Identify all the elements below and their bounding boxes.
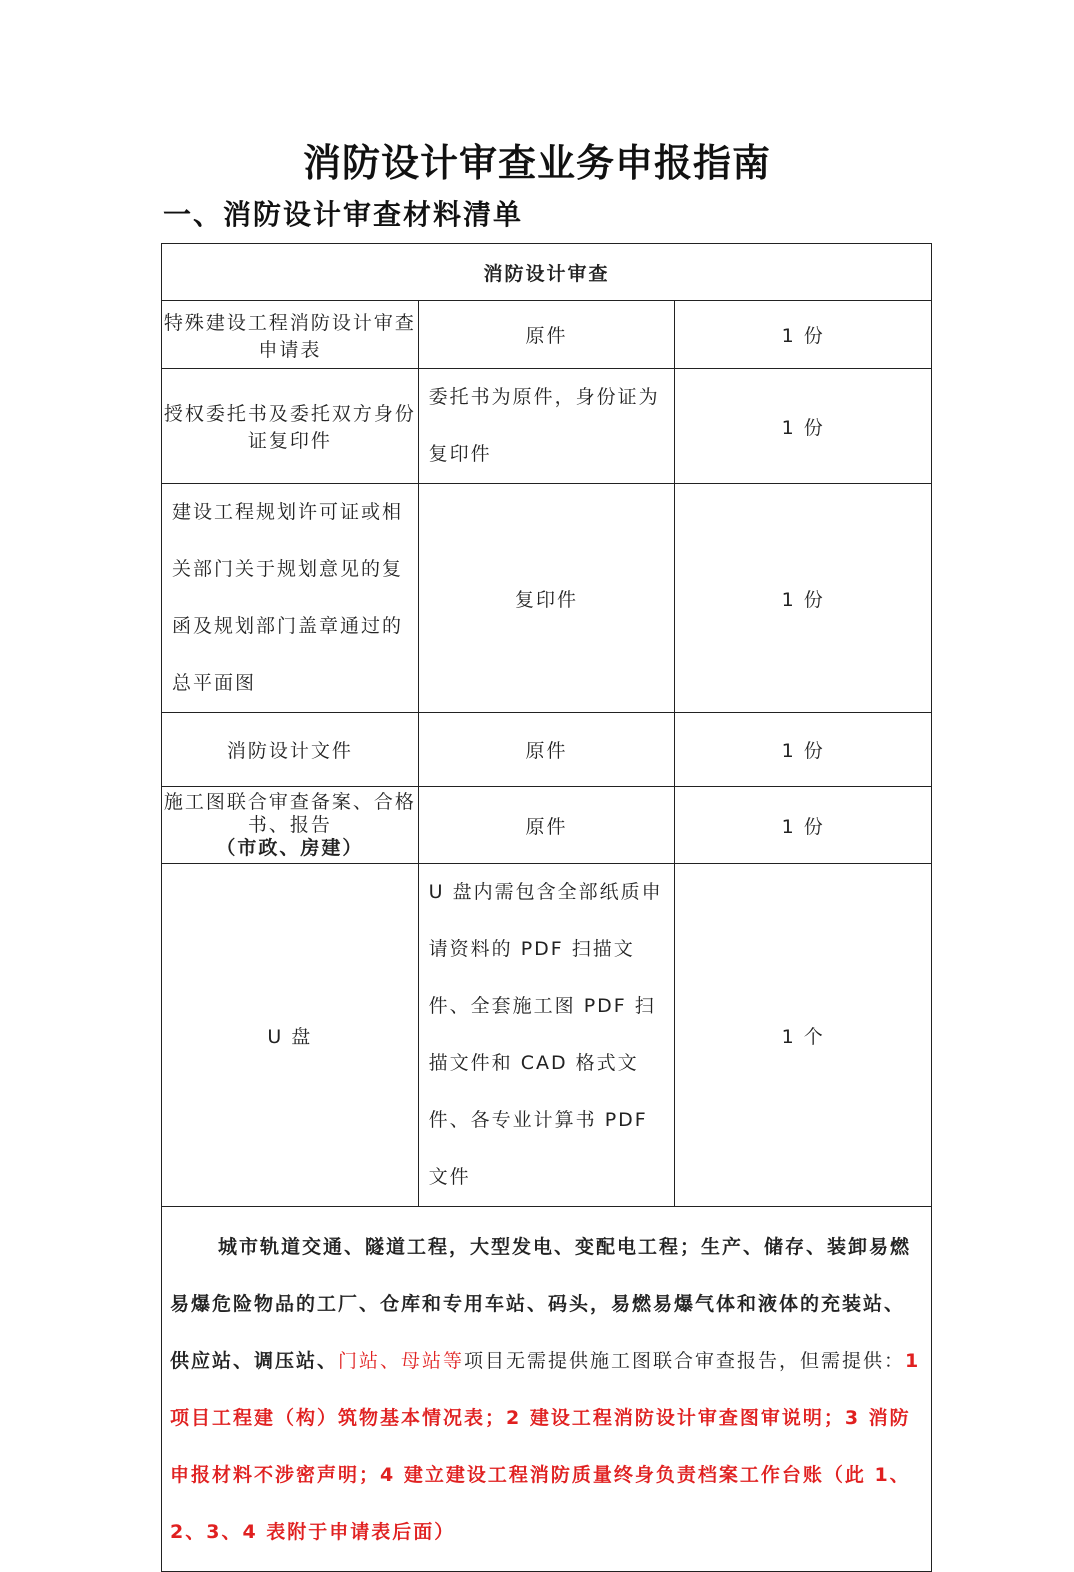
table-row bbox=[162, 301, 932, 369]
note-bold: 城市轨道交通、隧道工程，大型发电、变配电工程；生产、储存、装卸易燃易爆危险物品的工厂、仓库和专用车站、码头，易燃易爆气体和液体的充装站、供应站、调压站、 bbox=[170, 1236, 912, 1372]
item-cell: 授权委托书及委托双方身份证复印件 bbox=[162, 369, 419, 484]
table-row bbox=[162, 713, 932, 787]
table-row bbox=[162, 369, 932, 484]
qty-cell: 1 份 bbox=[675, 369, 932, 484]
table-row bbox=[162, 484, 932, 713]
item-cell: 消防设计文件 bbox=[162, 713, 419, 787]
section-heading: 一、消防设计审查材料清单 bbox=[163, 198, 524, 231]
page-title: 消防设计审查业务申报指南 bbox=[302, 140, 771, 185]
form-cell: U 盘内需包含全部纸质申请资料的 PDF 扫描文件、全套施工图 PDF 扫描文件和 CAD 格式文件、各专业计算书 PDF 文件 bbox=[418, 864, 675, 1207]
note-cell bbox=[162, 1207, 932, 1572]
item-note: （市政、房建） bbox=[216, 836, 364, 859]
form-cell: 委托书为原件，身份证为复印件 bbox=[418, 369, 675, 484]
qty-cell: 1 份 bbox=[675, 713, 932, 787]
qty-cell: 1 个 bbox=[675, 864, 932, 1207]
note-row bbox=[162, 1207, 932, 1572]
item-cell: U 盘 bbox=[162, 864, 419, 1207]
table-header-row bbox=[162, 244, 932, 301]
form-cell: 复印件 bbox=[418, 484, 675, 713]
item-text: 施工图联合审查备案、合格书、报告 bbox=[163, 790, 416, 836]
note-red-bold: 1 项目工程建（构）筑物基本情况表；2 建设工程消防设计审查图审说明；3 消防申报材料不涉密声明；4 建立建设工程消防质量终身负责档案工作台账（此 1、2、3、4 表附于申请表后面） bbox=[170, 1350, 921, 1543]
table-header: 消防设计审查 bbox=[162, 244, 932, 301]
table-row bbox=[162, 864, 932, 1207]
qty-cell: 1 份 bbox=[675, 301, 932, 369]
form-cell: 原件 bbox=[418, 713, 675, 787]
item-cell: 建设工程规划许可证或相关部门关于规划意见的复函及规划部门盖章通过的总平面图 bbox=[162, 484, 419, 713]
form-cell: 原件 bbox=[418, 787, 675, 864]
note-red: 门站、母站等 bbox=[338, 1350, 465, 1372]
item-cell: 特殊建设工程消防设计审查申请表 bbox=[162, 301, 419, 369]
materials-table bbox=[161, 243, 932, 1572]
item-cell bbox=[162, 787, 419, 864]
qty-cell: 1 份 bbox=[675, 787, 932, 864]
table-row bbox=[162, 787, 932, 864]
qty-cell: 1 份 bbox=[675, 484, 932, 713]
note-plain: 项目无需提供施工图联合审查报告，但需提供： bbox=[464, 1350, 906, 1372]
form-cell: 原件 bbox=[418, 301, 675, 369]
